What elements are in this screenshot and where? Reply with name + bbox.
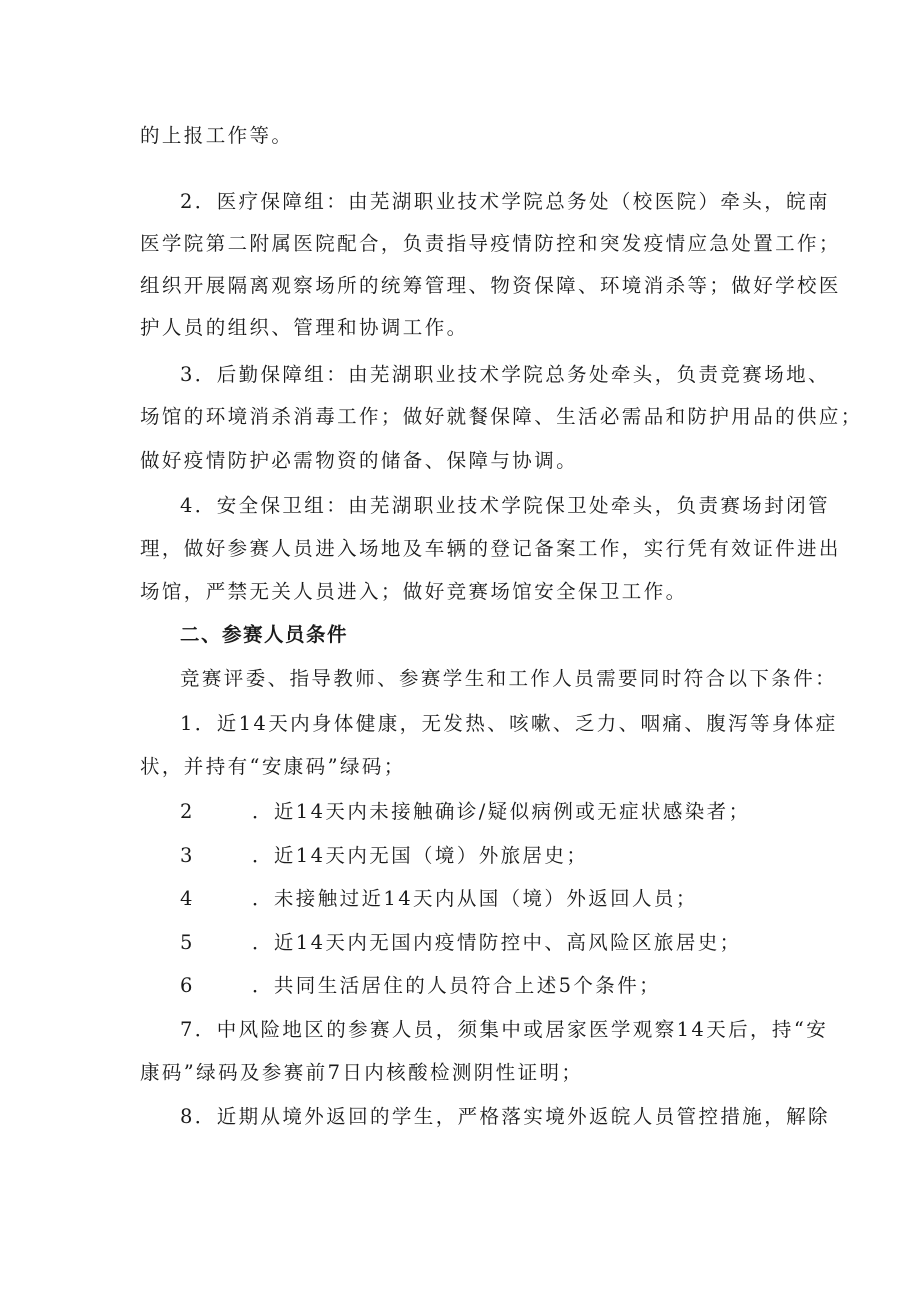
paragraph-line: 组织开展隔离观察场所的统筹管理、物资保障、环境消杀等；做好学校医 [140, 274, 841, 297]
list-item-number: 3 [180, 844, 195, 867]
list-item [180, 842, 800, 870]
list-item [180, 972, 800, 1000]
section-heading: 二、参赛人员条件 [180, 623, 349, 646]
list-item-number: 5 [180, 931, 195, 954]
paragraph-line: 场馆，严禁无关人员进入；做好竞赛场馆安全保卫工作。 [140, 580, 688, 603]
paragraph-line: 8．近期从境外返回的学生，严格落实境外返皖人员管控措施，解除 [180, 1105, 830, 1128]
paragraph-line: 1．近14天内身体健康，无发热、咳嗽、乏力、咽痛、腹泻等身体症 [180, 712, 838, 735]
list-item-text: ．未接触过近14天内从国（境）外返回人员； [252, 887, 698, 910]
list-item-number: 4 [180, 887, 195, 910]
paragraph-line: 理，做好参赛人员进入场地及车辆的登记备案工作，实行凭有效证件进出 [140, 537, 841, 560]
list-item [180, 885, 800, 913]
paragraph-line: 的上报工作等。 [140, 124, 294, 147]
list-item [180, 929, 800, 957]
paragraph-line: 7．中风险地区的参赛人员，须集中或居家医学观察14天后，持“安 [180, 1018, 829, 1041]
list-item-number: 6 [180, 974, 195, 997]
list-item-text: ．共同生活居住的人员符合上述5个条件； [252, 974, 662, 997]
paragraph-line: 2．医疗保障组：由芜湖职业技术学院总务处（校医院）牵头，皖南 [180, 190, 830, 213]
list-item-text: ．近14天内无国内疫情防控中、高风险区旅居史； [252, 931, 742, 954]
paragraph-line: 医学院第二附属医院配合，负责指导疫情防控和突发疫情应急处置工作； [140, 232, 841, 255]
paragraph-line: 护人员的组织、管理和协调工作。 [140, 316, 469, 339]
paragraph-line: 状，并持有“安康码”绿码； [140, 755, 406, 778]
paragraph-line: 竞赛评委、指导教师、参赛学生和工作人员需要同时符合以下条件： [180, 667, 838, 690]
paragraph-line: 场馆的环境消杀消毒工作；做好就餐保障、生活必需品和防护用品的供应； [140, 405, 863, 428]
paragraph-line: 做好疫情防护必需物资的储备、保障与协调。 [140, 449, 579, 472]
list-item-text: ．近14天内无国（境）外旅居史； [252, 844, 589, 867]
paragraph-line: 3．后勤保障组：由芜湖职业技术学院总务处牵头，负责竞赛场地、 [180, 363, 830, 386]
list-item-text: ．近14天内未接触确诊/疑似病例或无症状感染者； [252, 800, 751, 823]
list-item-number: 2 [180, 800, 195, 823]
paragraph-line: 4．安全保卫组：由芜湖职业技术学院保卫处牵头，负责赛场封闭管 [180, 494, 830, 517]
paragraph-line: 康码”绿码及参赛前7日内核酸检测阴性证明； [140, 1061, 584, 1084]
list-item [180, 798, 800, 826]
